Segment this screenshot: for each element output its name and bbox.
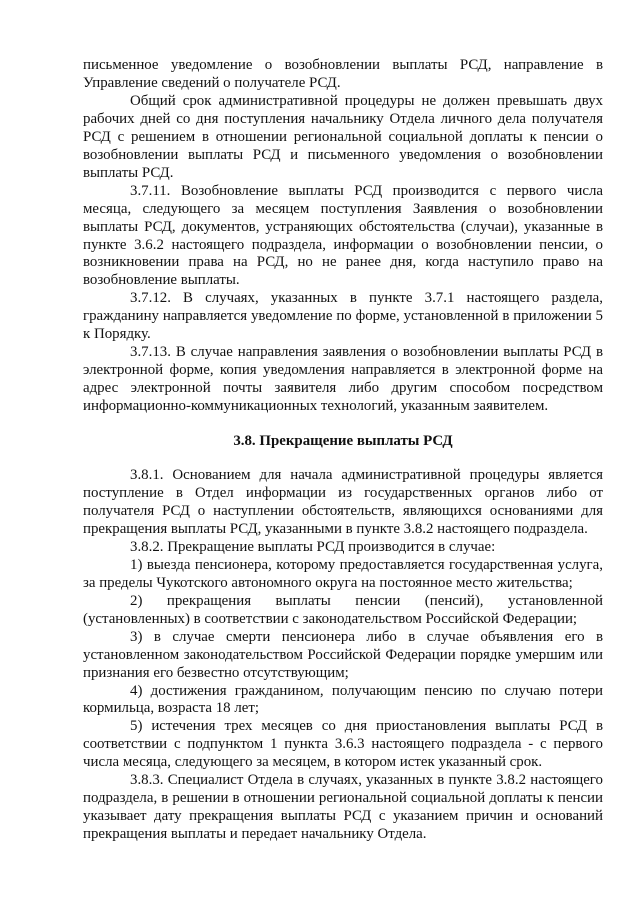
list-item-1: 1) выезда пенсионера, которому предоставляется государственная услуга, за пределы Чукотского автономного округа на постоянное место жительства; [83,556,603,591]
paragraph-3-8-1: 3.8.1. Основанием для начала административной процедуры является поступление в Отдел информации из государственных органов либо от получателя РСД о наступлении обстоятельств, являющихся основаниями для прекращения выплаты РСД, указанными в пункте 3.8.2 настоящего подраздела. [83,467,603,537]
list-item-5: 5) истечения трех месяцев со дня приостановления выплаты РСД в соответствии с подпунктом 1 пункта 3.6.3 настоящего подраздела - с первого числа месяца, следующего за месяцем, в котором истек указанный срок. [83,718,603,771]
paragraph-3-7-13: 3.7.13. В случае направления заявления о возобновлении выплаты РСД в электронной форме, копия уведомления направляется в электронной форме на адрес электронной почты заявителя либо другим способом посредством информационно-коммуникационных технологий, указанным заявителем. [83,344,603,415]
paragraph-3-8-2: 3.8.2. Прекращение выплаты РСД производится в случае: [130,538,496,555]
paragraph-3-7-12: 3.7.12. В случаях, указанных в пункте 3.7.1 настоящего раздела, гражданину направляется уведомление по форме, установленной в приложении 5 к Порядку. [83,290,603,343]
paragraph-3-7-11: 3.7.11. Возобновление выплаты РСД производится с первого числа месяца, следующего за месяцем поступления Заявления о возобновлении выплаты РСД, документов, устраняющих обстоятельства (случаи), указанные в пункте 3.6.2 настоящего подраздела, информации о возобновлении пенсии, о возникновении права на РСД, но не ранее дня, когда наступило право на возобновление выплаты. [83,182,603,289]
paragraph-continuation: письменное уведомление о возобновлении выплаты РСД, направление в Управление сведений о получателе РСД. [83,57,603,91]
list-item-3: 3) в случае смерти пенсионера либо в случае объявления его в установленном законодательством Российской Федерации порядке умершим или признания его безвестно отсутствующим; [83,628,603,681]
document-page [83,57,603,844]
section-heading: 3.8. Прекращение выплаты РСД [233,433,453,450]
list-item-4: 4) достижения гражданином, получающим пенсию по случаю потери кормильца, возраста 18 лет; [83,682,603,717]
paragraph-3-8-3: 3.8.3. Специалист Отдела в случаях, указанных в пункте 3.8.2 настоящего подраздела, в решении в отношении региональной социальной доплаты к пенсии указывает дату прекращения выплаты РСД с указанием причин и оснований прекращения выплаты и передает начальнику Отдела. [83,772,603,843]
paragraph-general-term: Общий срок административной процедуры не должен превышать двух рабочих дней со дня поступления начальнику Отдела личного дела получателя РСД с решением в отношении региональной социальной доплаты к пенсии о возобновлении выплаты РСД и письменного уведомления о возобновлении выплаты РСД. [83,92,603,181]
list-item-2: 2) прекращения выплаты пенсии (пенсий), установленной (установленных) в соответствии с законодательством Российской Федерации; [83,592,603,627]
